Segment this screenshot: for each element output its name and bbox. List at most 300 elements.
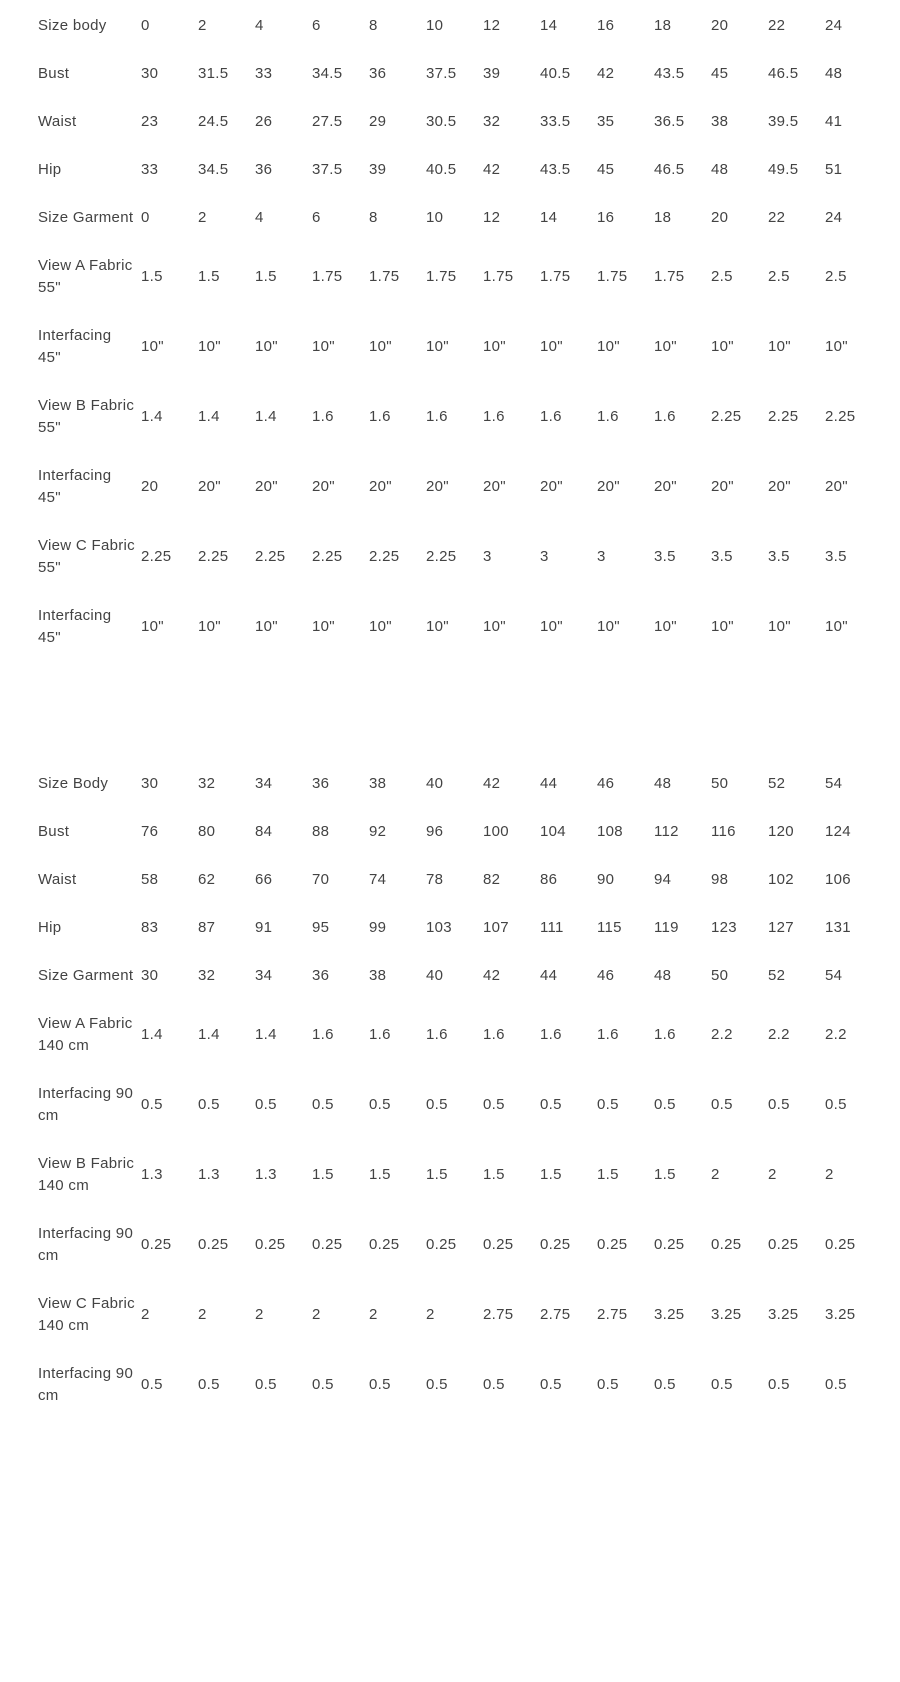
cell-value: 32 xyxy=(198,775,216,792)
cell-value: 10" xyxy=(654,338,677,355)
cell-value: 10" xyxy=(654,618,677,635)
cell-value: 2.25 xyxy=(711,408,742,425)
cell-value: 23 xyxy=(141,113,159,130)
cell-value: 40 xyxy=(426,775,444,792)
cell-value: 112 xyxy=(654,823,679,840)
cell-value: 2 xyxy=(825,1166,834,1183)
row-label: Waist xyxy=(38,113,77,130)
cell-value: 20" xyxy=(198,478,221,495)
cell-value: 96 xyxy=(426,823,444,840)
cell-value: 0.25 xyxy=(198,1236,229,1253)
cell-value: 33.5 xyxy=(540,113,571,130)
cell-value: 10" xyxy=(198,618,221,635)
cell-value: 10" xyxy=(540,338,563,355)
row-label: Size Garment xyxy=(38,209,134,226)
row-label: View C Fabric 55" xyxy=(38,537,135,576)
cell-value: 123 xyxy=(711,919,737,936)
table-row xyxy=(36,2,880,50)
cell-value: 115 xyxy=(597,919,622,936)
cell-value: 2.25 xyxy=(426,548,457,565)
row-label: View B Fabric 140 cm xyxy=(38,1155,135,1194)
cell-value: 34 xyxy=(255,967,273,984)
cell-value: 10" xyxy=(825,338,848,355)
cell-value: 0.5 xyxy=(654,1376,676,1393)
cell-value: 30.5 xyxy=(426,113,457,130)
cell-value: 14 xyxy=(540,17,558,34)
table-row xyxy=(36,904,880,952)
cell-value: 4 xyxy=(255,17,264,34)
cell-value: 0.25 xyxy=(255,1236,286,1253)
cell-value: 41 xyxy=(825,113,843,130)
cell-value: 20" xyxy=(654,478,677,495)
cell-value: 20" xyxy=(312,478,335,495)
cell-value: 54 xyxy=(825,775,843,792)
cell-value: 66 xyxy=(255,871,273,888)
cell-value: 45 xyxy=(597,161,615,178)
cell-value: 3 xyxy=(540,548,549,565)
cell-value: 18 xyxy=(654,17,672,34)
cell-value: 10" xyxy=(312,618,335,635)
cell-value: 2.2 xyxy=(825,1026,847,1043)
cell-value: 20" xyxy=(540,478,563,495)
cell-value: 2.5 xyxy=(825,268,847,285)
cell-value: 10" xyxy=(597,618,620,635)
cell-value: 51 xyxy=(825,161,843,178)
cell-value: 37.5 xyxy=(312,161,343,178)
row-label: Bust xyxy=(38,823,70,840)
row-label: Hip xyxy=(38,919,62,936)
cell-value: 74 xyxy=(369,871,387,888)
cell-value: 10" xyxy=(711,338,734,355)
cell-value: 10 xyxy=(426,17,444,34)
cell-value: 0.25 xyxy=(540,1236,571,1253)
cell-value: 1.6 xyxy=(540,408,562,425)
cell-value: 14 xyxy=(540,209,558,226)
table-row xyxy=(36,1070,880,1140)
cell-value: 0.5 xyxy=(483,1096,505,1113)
cell-value: 91 xyxy=(255,919,273,936)
cell-value: 1.3 xyxy=(198,1166,220,1183)
cell-value: 92 xyxy=(369,823,387,840)
cell-value: 20" xyxy=(597,478,620,495)
cell-value: 0.25 xyxy=(711,1236,742,1253)
cell-value: 100 xyxy=(483,823,509,840)
cell-value: 39 xyxy=(369,161,387,178)
cell-value: 78 xyxy=(426,871,444,888)
cell-value: 1.4 xyxy=(255,1026,277,1043)
cell-value: 42 xyxy=(483,161,501,178)
cell-value: 3.25 xyxy=(825,1306,856,1323)
cell-value: 36 xyxy=(369,65,387,82)
cell-value: 1.3 xyxy=(255,1166,277,1183)
cell-value: 0.5 xyxy=(198,1096,220,1113)
cell-value: 44 xyxy=(540,775,558,792)
cell-value: 20" xyxy=(426,478,449,495)
cell-value: 4 xyxy=(255,209,264,226)
cell-value: 10" xyxy=(369,618,392,635)
cell-value: 1.75 xyxy=(540,268,571,285)
cell-value: 2 xyxy=(198,1306,207,1323)
cell-value: 124 xyxy=(825,823,851,840)
cell-value: 1.5 xyxy=(540,1166,562,1183)
cell-value: 58 xyxy=(141,871,159,888)
cell-value: 16 xyxy=(597,17,615,34)
cell-value: 104 xyxy=(540,823,566,840)
cell-value: 0.25 xyxy=(825,1236,856,1253)
row-label: Bust xyxy=(38,65,70,82)
cell-value: 106 xyxy=(825,871,851,888)
cell-value: 10" xyxy=(426,338,449,355)
cell-value: 10" xyxy=(198,338,221,355)
cell-value: 0.5 xyxy=(426,1376,448,1393)
cell-value: 48 xyxy=(654,967,672,984)
row-label: Interfacing 90 cm xyxy=(38,1085,134,1124)
cell-value: 40.5 xyxy=(540,65,571,82)
cell-value: 108 xyxy=(597,823,623,840)
cell-value: 99 xyxy=(369,919,387,936)
cell-value: 1.5 xyxy=(369,1166,391,1183)
cell-value: 0.5 xyxy=(198,1376,220,1393)
cell-value: 119 xyxy=(654,919,679,936)
cell-value: 0.5 xyxy=(825,1096,847,1113)
cell-value: 0.25 xyxy=(312,1236,343,1253)
cell-value: 45 xyxy=(711,65,729,82)
cell-value: 2.75 xyxy=(483,1306,514,1323)
cell-value: 36 xyxy=(312,967,330,984)
cell-value: 1.4 xyxy=(198,408,220,425)
cell-value: 1.6 xyxy=(312,408,334,425)
cell-value: 8 xyxy=(369,17,378,34)
cell-value: 0.5 xyxy=(255,1096,277,1113)
cell-value: 111 xyxy=(540,919,564,936)
row-label: View B Fabric 55" xyxy=(38,397,135,436)
cell-value: 1.6 xyxy=(369,1026,391,1043)
row-label: Interfacing 45" xyxy=(38,467,112,506)
cell-value: 20" xyxy=(711,478,734,495)
cell-value: 36 xyxy=(312,775,330,792)
table-row xyxy=(36,808,880,856)
table-row xyxy=(36,312,880,382)
cell-value: 0.5 xyxy=(597,1376,619,1393)
cell-value: 2 xyxy=(198,209,207,226)
cell-value: 1.6 xyxy=(597,1026,619,1043)
cell-value: 1.5 xyxy=(426,1166,448,1183)
cell-value: 20" xyxy=(483,478,506,495)
cell-value: 0.5 xyxy=(255,1376,277,1393)
cell-value: 35 xyxy=(597,113,615,130)
table-row xyxy=(36,856,880,904)
cell-value: 37.5 xyxy=(426,65,457,82)
cell-value: 62 xyxy=(198,871,216,888)
row-label: Size Garment xyxy=(38,967,134,984)
cell-value: 2 xyxy=(141,1306,150,1323)
cell-value: 10" xyxy=(312,338,335,355)
row-label: Interfacing 45" xyxy=(38,607,112,646)
cell-value: 1.6 xyxy=(483,1026,505,1043)
cell-value: 3.5 xyxy=(825,548,847,565)
cell-value: 8 xyxy=(369,209,378,226)
cell-value: 1.6 xyxy=(597,408,619,425)
cell-value: 1.4 xyxy=(255,408,277,425)
cell-value: 3.5 xyxy=(654,548,676,565)
cell-value: 103 xyxy=(426,919,452,936)
cell-value: 1.6 xyxy=(312,1026,334,1043)
cell-value: 32 xyxy=(198,967,216,984)
cell-value: 2.75 xyxy=(540,1306,571,1323)
cell-value: 31.5 xyxy=(198,65,229,82)
table-row xyxy=(36,242,880,312)
cell-value: 0.25 xyxy=(483,1236,514,1253)
cell-value: 1.4 xyxy=(198,1026,220,1043)
cell-value: 32 xyxy=(483,113,501,130)
cell-value: 1.5 xyxy=(255,268,277,285)
cell-value: 20" xyxy=(369,478,392,495)
cell-value: 43.5 xyxy=(540,161,571,178)
cell-value: 0.5 xyxy=(483,1376,505,1393)
cell-value: 1.75 xyxy=(654,268,685,285)
cell-value: 30 xyxy=(141,967,159,984)
cell-value: 10" xyxy=(483,338,506,355)
cell-value: 49.5 xyxy=(768,161,799,178)
cell-value: 34.5 xyxy=(312,65,343,82)
cell-value: 0.5 xyxy=(312,1096,334,1113)
cell-value: 0.5 xyxy=(654,1096,676,1113)
cell-value: 1.5 xyxy=(597,1166,619,1183)
cell-value: 0.5 xyxy=(312,1376,334,1393)
cell-value: 0.5 xyxy=(597,1096,619,1113)
cell-value: 1.4 xyxy=(141,1026,163,1043)
table-row xyxy=(36,1280,880,1350)
cell-value: 88 xyxy=(312,823,330,840)
cell-value: 10" xyxy=(483,618,506,635)
cell-value: 0.5 xyxy=(825,1376,847,1393)
cell-value: 10" xyxy=(369,338,392,355)
cell-value: 2.75 xyxy=(597,1306,628,1323)
cell-value: 20" xyxy=(255,478,278,495)
cell-value: 16 xyxy=(597,209,615,226)
cell-value: 1.6 xyxy=(426,1026,448,1043)
cell-value: 82 xyxy=(483,871,501,888)
cell-value: 1.75 xyxy=(483,268,514,285)
row-label: Size Body xyxy=(38,775,109,792)
row-label: View A Fabric 55" xyxy=(38,257,133,296)
cell-value: 87 xyxy=(198,919,216,936)
cell-value: 2.25 xyxy=(255,548,286,565)
cell-value: 10" xyxy=(426,618,449,635)
table-row xyxy=(36,760,880,808)
cell-value: 3 xyxy=(597,548,606,565)
cell-value: 1.6 xyxy=(369,408,391,425)
metric-size-chart-table xyxy=(36,760,880,1420)
cell-value: 1.6 xyxy=(654,1026,676,1043)
cell-value: 46 xyxy=(597,775,615,792)
cell-value: 46.5 xyxy=(654,161,685,178)
cell-value: 30 xyxy=(141,65,159,82)
cell-value: 0.25 xyxy=(141,1236,172,1253)
cell-value: 3 xyxy=(483,548,492,565)
row-label: Interfacing 90 cm xyxy=(38,1225,134,1264)
cell-value: 2 xyxy=(711,1166,720,1183)
cell-value: 1.5 xyxy=(141,268,163,285)
cell-value: 10" xyxy=(597,338,620,355)
cell-value: 0.5 xyxy=(711,1376,733,1393)
cell-value: 52 xyxy=(768,967,786,984)
cell-value: 95 xyxy=(312,919,330,936)
cell-value: 6 xyxy=(312,17,321,34)
cell-value: 2.2 xyxy=(711,1026,733,1043)
cell-value: 3.5 xyxy=(768,548,790,565)
cell-value: 0.25 xyxy=(597,1236,628,1253)
cell-value: 80 xyxy=(198,823,216,840)
table-row xyxy=(36,452,880,522)
table-row xyxy=(36,1000,880,1070)
cell-value: 30 xyxy=(141,775,159,792)
cell-value: 46 xyxy=(597,967,615,984)
cell-value: 2 xyxy=(768,1166,777,1183)
cell-value: 54 xyxy=(825,967,843,984)
cell-value: 26 xyxy=(255,113,273,130)
cell-value: 2.2 xyxy=(768,1026,790,1043)
cell-value: 107 xyxy=(483,919,509,936)
cell-value: 36 xyxy=(255,161,273,178)
cell-value: 2.25 xyxy=(768,408,799,425)
cell-value: 29 xyxy=(369,113,387,130)
cell-value: 0.5 xyxy=(711,1096,733,1113)
row-label: View C Fabric 140 cm xyxy=(38,1295,135,1334)
cell-value: 20" xyxy=(768,478,791,495)
cell-value: 1.75 xyxy=(597,268,628,285)
cell-value: 27.5 xyxy=(312,113,343,130)
cell-value: 1.5 xyxy=(483,1166,505,1183)
cell-value: 1.6 xyxy=(654,408,676,425)
cell-value: 10" xyxy=(141,618,164,635)
cell-value: 20 xyxy=(141,478,159,495)
cell-value: 1.5 xyxy=(654,1166,676,1183)
cell-value: 24 xyxy=(825,17,843,34)
cell-value: 38 xyxy=(369,967,387,984)
cell-value: 33 xyxy=(141,161,159,178)
row-label: View A Fabric 140 cm xyxy=(38,1015,133,1054)
cell-value: 86 xyxy=(540,871,558,888)
row-label: Waist xyxy=(38,871,77,888)
table-row xyxy=(36,98,880,146)
cell-value: 3.25 xyxy=(768,1306,799,1323)
cell-value: 38 xyxy=(711,113,729,130)
cell-value: 1.5 xyxy=(312,1166,334,1183)
cell-value: 10" xyxy=(255,618,278,635)
cell-value: 2.5 xyxy=(768,268,790,285)
cell-value: 24.5 xyxy=(198,113,229,130)
cell-value: 33 xyxy=(255,65,273,82)
cell-value: 18 xyxy=(654,209,672,226)
cell-value: 48 xyxy=(711,161,729,178)
cell-value: 10" xyxy=(711,618,734,635)
cell-value: 0 xyxy=(141,209,150,226)
row-label: Size body xyxy=(38,17,107,34)
cell-value: 40 xyxy=(426,967,444,984)
cell-value: 20 xyxy=(711,17,729,34)
imperial-size-chart-table xyxy=(36,2,880,662)
cell-value: 10" xyxy=(540,618,563,635)
cell-value: 1.3 xyxy=(141,1166,163,1183)
cell-value: 98 xyxy=(711,871,729,888)
cell-value: 0.25 xyxy=(654,1236,685,1253)
cell-value: 0.5 xyxy=(141,1096,163,1113)
cell-value: 2.25 xyxy=(825,408,856,425)
cell-value: 0.5 xyxy=(768,1376,790,1393)
cell-value: 2 xyxy=(198,17,207,34)
cell-value: 36.5 xyxy=(654,113,685,130)
cell-value: 50 xyxy=(711,967,729,984)
cell-value: 48 xyxy=(654,775,672,792)
table-row xyxy=(36,952,880,1000)
table-row xyxy=(36,146,880,194)
cell-value: 42 xyxy=(483,967,501,984)
cell-value: 1.6 xyxy=(426,408,448,425)
cell-value: 20" xyxy=(825,478,848,495)
cell-value: 10" xyxy=(255,338,278,355)
cell-value: 34 xyxy=(255,775,273,792)
cell-value: 10" xyxy=(141,338,164,355)
cell-value: 10 xyxy=(426,209,444,226)
cell-value: 116 xyxy=(711,823,736,840)
cell-value: 131 xyxy=(825,919,851,936)
table-row xyxy=(36,592,880,662)
table-row xyxy=(36,194,880,242)
cell-value: 2.25 xyxy=(198,548,229,565)
cell-value: 70 xyxy=(312,871,330,888)
cell-value: 2 xyxy=(312,1306,321,1323)
cell-value: 84 xyxy=(255,823,273,840)
cell-value: 127 xyxy=(768,919,794,936)
cell-value: 1.6 xyxy=(483,408,505,425)
row-label: Interfacing 45" xyxy=(38,327,112,366)
table-row xyxy=(36,50,880,98)
cell-value: 0 xyxy=(141,17,150,34)
cell-value: 10" xyxy=(768,338,791,355)
cell-value: 83 xyxy=(141,919,159,936)
cell-value: 0.25 xyxy=(768,1236,799,1253)
cell-value: 2 xyxy=(426,1306,435,1323)
table-row xyxy=(36,1210,880,1280)
cell-value: 2 xyxy=(369,1306,378,1323)
cell-value: 2.5 xyxy=(711,268,733,285)
cell-value: 90 xyxy=(597,871,615,888)
cell-value: 48 xyxy=(825,65,843,82)
cell-value: 2.25 xyxy=(141,548,172,565)
row-label: Hip xyxy=(38,161,62,178)
cell-value: 22 xyxy=(768,209,786,226)
cell-value: 0.5 xyxy=(369,1096,391,1113)
cell-value: 1.4 xyxy=(141,408,163,425)
cell-value: 10" xyxy=(825,618,848,635)
table-row xyxy=(36,522,880,592)
cell-value: 6 xyxy=(312,209,321,226)
cell-value: 94 xyxy=(654,871,672,888)
cell-value: 0.25 xyxy=(426,1236,457,1253)
row-label: Interfacing 90 cm xyxy=(38,1365,134,1404)
cell-value: 40.5 xyxy=(426,161,457,178)
cell-value: 0.5 xyxy=(369,1376,391,1393)
table-row xyxy=(36,1140,880,1210)
cell-value: 38 xyxy=(369,775,387,792)
cell-value: 0.5 xyxy=(540,1096,562,1113)
table-row xyxy=(36,1350,880,1420)
cell-value: 2 xyxy=(255,1306,264,1323)
cell-value: 39.5 xyxy=(768,113,799,130)
cell-value: 1.5 xyxy=(198,268,220,285)
cell-value: 44 xyxy=(540,967,558,984)
